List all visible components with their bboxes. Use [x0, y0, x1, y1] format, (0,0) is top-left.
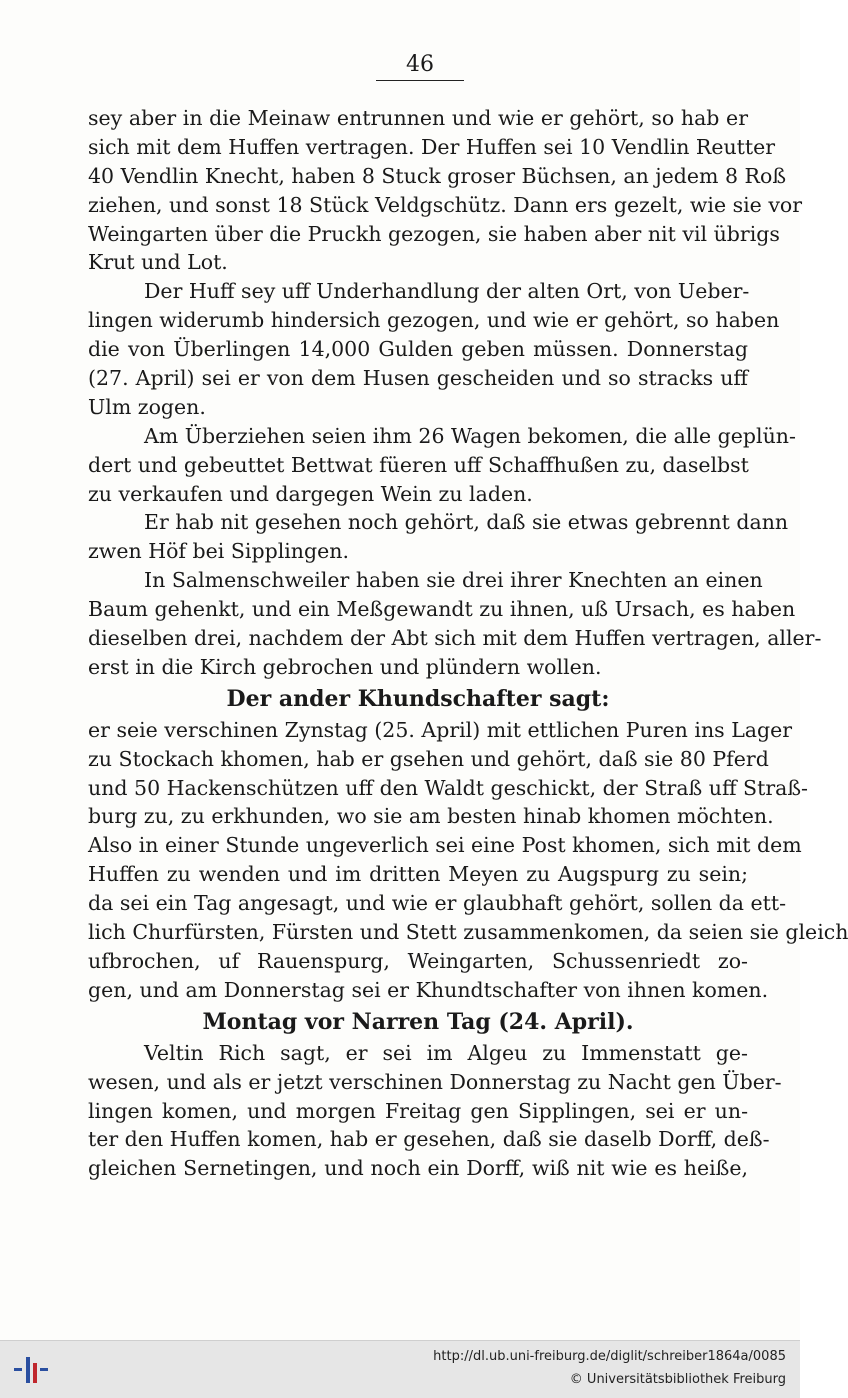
text-line: Baum gehenkt, und ein Meßgewandt zu ihnen, uß Ursach, es haben [88, 597, 796, 622]
text-line: Krut und Lot. [88, 250, 228, 275]
text-line: Weingarten über die Pruckh gezogen, sie haben aber nit vil übrigs [88, 221, 780, 246]
text-line: die von Überlingen 14,000 Gulden geben müssen. Donnerstag [88, 337, 748, 362]
text-line: Veltin Rich sagt, er sei im Algeu zu Immenstatt ge- [144, 1040, 748, 1065]
text-line: In Salmenschweiler haben sie drei ihrer Knechten an einen [144, 568, 763, 593]
text-line: burg zu, zu erkhunden, wo sie am besten hinab khomen möchten. [88, 804, 774, 829]
section-heading: Der ander Khundschafter sagt: [226, 685, 610, 712]
text-line: er seie verschinen Zynstag (25. April) mit ettlichen Puren ins Lager [88, 717, 793, 742]
page-number-rule [376, 80, 464, 81]
text-line: zu Stockach khomen, hab er gsehen und gehört, daß sie 80 Pferd [88, 746, 769, 771]
text-line: wesen, und als er jetzt verschinen Donnerstag zu Nacht gen Über- [88, 1069, 782, 1094]
text-line: dert und gebeuttet Bettwat füeren uff Schaffhußen zu, daselbst [88, 452, 749, 477]
text-line: Am Überziehen seien ihm 26 Wagen bekomen, die alle geplün- [144, 423, 796, 448]
text-line: da sei ein Tag angesagt, und wie er glaubhaft gehört, sollen da ett- [88, 891, 787, 916]
text-line: Der Huff sey uff Underhandlung der alten Ort, von Ueber- [144, 279, 750, 304]
text-line: erst in die Kirch gebrochen und plündern wollen. [88, 654, 602, 679]
text-line: zwen Höf bei Sipplingen. [88, 539, 349, 564]
text-line: Ulm zogen. [88, 394, 206, 419]
text-line: gleichen Sernetingen, und noch ein Dorff, wiß nit wie es heiße, [88, 1156, 748, 1181]
text-line: lingen komen, und morgen Freitag gen Sipplingen, sei er un- [88, 1098, 748, 1123]
copyright-text: © Universitätsbibliothek Freiburg [569, 1372, 786, 1387]
page-number: 46 [406, 52, 434, 77]
viewer-footer [0, 1340, 800, 1398]
text-line: (27. April) sei er von dem Husen gescheiden und so stracks uff [88, 366, 748, 391]
text-line: lingen widerumb hindersich gezogen, und wie er gehört, so haben [88, 308, 780, 333]
text-line: gen, und am Donnerstag sei er Khundtschafter von ihnen komen. [88, 977, 769, 1002]
text-line: ufbrochen, uf Rauenspurg, Weingarten, Schussenriedt zo- [88, 948, 748, 973]
text-line: sey aber in die Meinaw entrunnen und wie er gehört, so hab er [88, 106, 748, 130]
text-line: Also in einer Stunde ungeverlich sei eine Post khomen, sich mit dem [88, 833, 802, 858]
section-heading: Montag vor Narren Tag (24. April). [202, 1008, 634, 1035]
library-logo-icon [14, 1351, 54, 1389]
source-url-link[interactable]: http://dl.ub.uni-freiburg.de/diglit/schreiber1864a/0085 [433, 1349, 786, 1364]
text-line: Huffen zu wenden und im dritten Meyen zu Augspurg zu sein; [88, 862, 748, 887]
text-line: 40 Vendlin Knecht, haben 8 Stuck groser Büchsen, an jedem 8 Roß [88, 163, 787, 188]
page-text [88, 104, 848, 1183]
text-line: ziehen, und sonst 18 Stück Veldgschütz. Dann ers gezelt, wie sie vor [88, 192, 803, 217]
text-line: zu verkaufen und dargegen Wein zu laden. [88, 481, 533, 506]
text-line: ter den Huffen komen, hab er gesehen, daß sie daselb Dorff, deß- [88, 1127, 770, 1152]
text-line: Er hab nit gesehen noch gehört, daß sie etwas gebrennt dann [144, 510, 789, 535]
text-line: sich mit dem Huffen vertragen. Der Huffen sei 10 Vendlin Reutter [88, 134, 776, 159]
text-line: und 50 Hackenschützen uff den Waldt geschickt, der Straß uff Straß- [88, 775, 808, 800]
text-line: dieselben drei, nachdem der Abt sich mit dem Huffen vertragen, aller- [88, 626, 822, 651]
text-line: lich Churfürsten, Fürsten und Stett zusammenkomen, da seien sie gleich [88, 920, 848, 945]
